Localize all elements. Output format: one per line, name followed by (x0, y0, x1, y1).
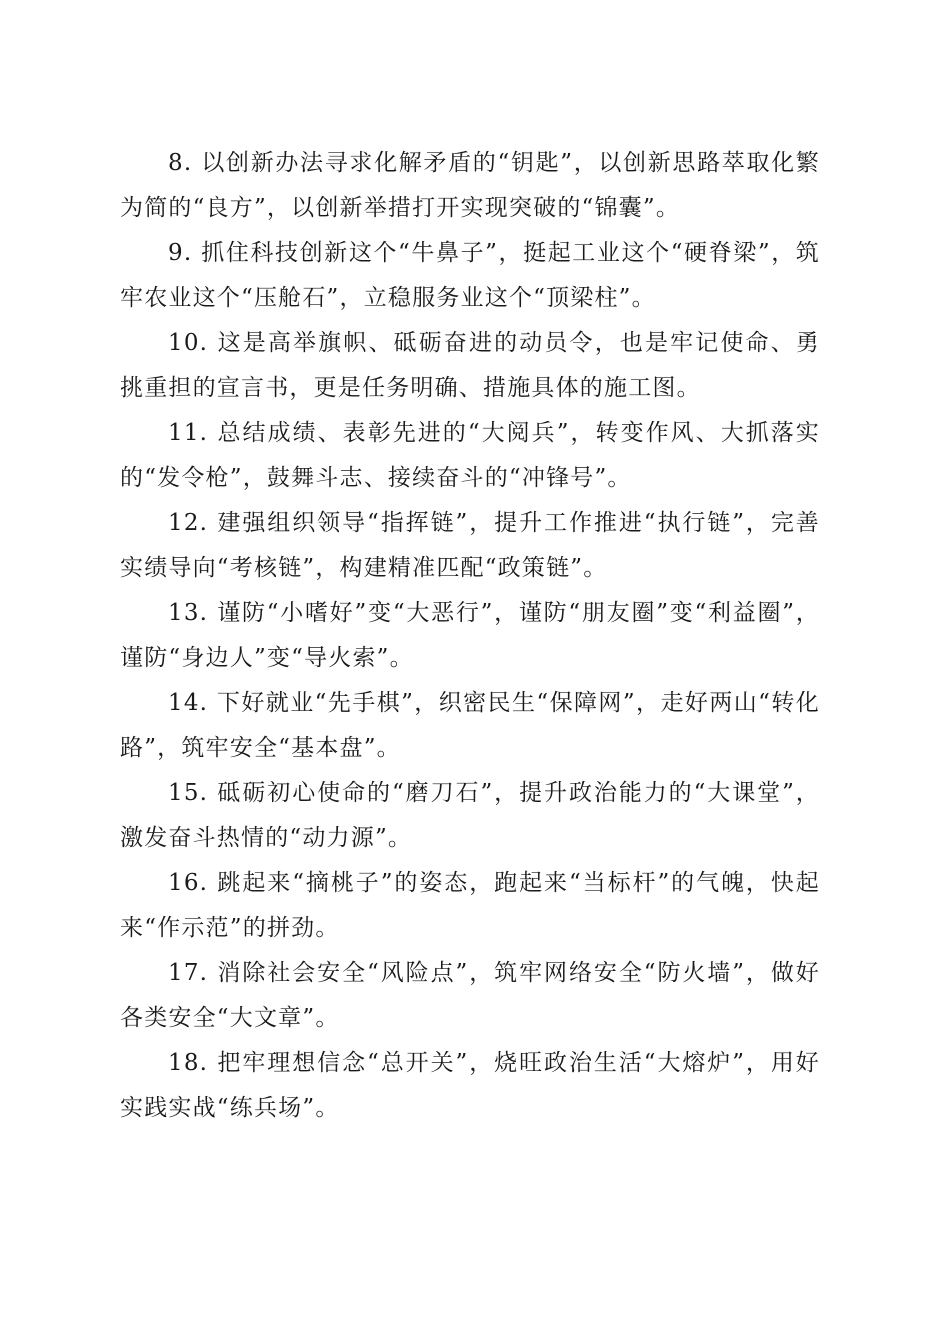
paragraph-15: 15. 砥砺初心使命的“磨刀石”，提升政治能力的“大课堂”，激发奋斗热情的“动力源”。 (120, 780, 820, 851)
document-body (120, 141, 820, 1131)
paragraph-18: 18. 把牢理想信念“总开关”，烧旺政治生活“大熔炉”，用好实践实战“练兵场”。 (120, 1050, 820, 1121)
paragraph-14: 14. 下好就业“先手棋”，织密民生“保障网”，走好两山“转化路”，筑牢安全“基本盘”。 (120, 690, 820, 761)
paragraph-17: 17. 消除社会安全“风险点”，筑牢网络安全“防火墙”，做好各类安全“大文章”。 (120, 960, 820, 1031)
paragraph-11: 11. 总结成绩、表彰先进的“大阅兵”，转变作风、大抓落实的“发令枪”，鼓舞斗志、接续奋斗的“冲锋号”。 (120, 420, 820, 491)
paragraph-9: 9. 抓住科技创新这个“牛鼻子”，挺起工业这个“硬脊梁”，筑牢农业这个“压舱石”，立稳服务业这个“顶梁柱”。 (120, 240, 820, 311)
paragraph-16: 16. 跳起来“摘桃子”的姿态，跑起来“当标杆”的气魄，快起来“作示范”的拼劲。 (120, 870, 820, 941)
paragraph-8: 8. 以创新办法寻求化解矛盾的“钥匙”，以创新思路萃取化繁为简的“良方”，以创新举措打开实现突破的“锦囊”。 (120, 150, 820, 221)
paragraph-12: 12. 建强组织领导“指挥链”，提升工作推进“执行链”，完善实绩导向“考核链”，构建精准匹配“政策链”。 (120, 510, 820, 581)
paragraph-13: 13. 谨防“小嗜好”变“大恶行”，谨防“朋友圈”变“利益圈”，谨防“身边人”变“导火索”。 (120, 600, 820, 671)
paragraph-10: 10. 这是高举旗帜、砥砺奋进的动员令，也是牢记使命、勇挑重担的宣言书，更是任务明确、措施具体的施工图。 (120, 330, 820, 401)
